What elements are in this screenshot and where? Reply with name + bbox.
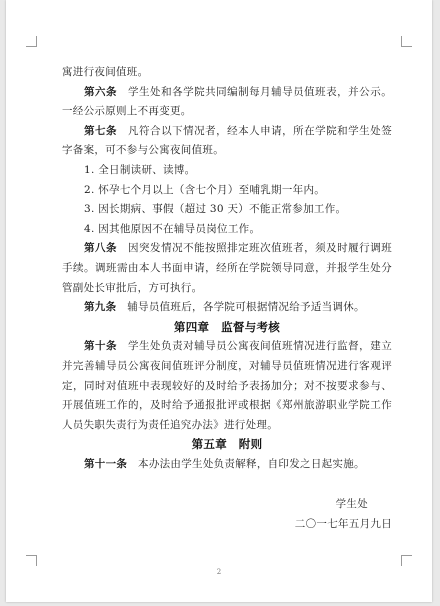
article-10 [62,337,392,435]
document-page [6,0,432,602]
article-text: 凡符合以下情况者，经本人申请，所在学院和学生处签字备案，可不参与公寓夜间值班。 [62,124,392,157]
article-11 [62,455,392,475]
article-6 [62,83,392,122]
margin-corner-mark [26,555,37,566]
article-label: 第六条 [84,85,118,98]
chapter-heading: 第四章 监督与考核 [173,319,281,334]
article-label: 第十条 [84,340,118,353]
list-item: 1. 全日制读研、读博。 [84,163,196,176]
article-text: 学生处负责对辅导员公寓夜间值班情况进行监督，建立并完善辅导员公寓夜间值班评分制度，对辅导员值班情况进行客观评定，同时对值班中表现较好的及时给予表扬加分；对不按要求参与、开展值班工作的，及时给予通报批评或根据《郑州旅游职业学院工作人员失职失责行为责任追究办法》进行处理。 [62,340,392,431]
article-label: 第八条 [84,242,118,255]
paragraph-continuation: 寓进行夜间值班。 [62,66,149,78]
list-item: 4. 因其他原因不在辅导员岗位工作。 [84,222,261,235]
article-9 [62,298,392,318]
signature-date: 二〇一七年五月九日 [294,518,392,531]
margin-corner-mark [26,36,37,47]
article-label: 第九条 [84,301,117,314]
page-number: 2 [216,568,222,576]
article-label: 第七条 [84,124,118,137]
article-7 [62,122,392,161]
chapter-heading: 第五章 附则 [191,437,263,452]
article-text: 本办法由学生处负责解释，自印发之日起实施。 [138,457,365,470]
margin-corner-mark [401,555,412,566]
list-item: 2. 怀孕七个月以上（含七个月）至哺乳期一年内。 [84,183,326,196]
signature-office: 学生处 [335,498,368,511]
article-text: 辅导员值班后，各学院可根据情况给予适当调休。 [127,301,365,314]
margin-corner-mark [401,36,412,47]
article-text: 因突发情况不能按照排定班次值班者，须及时履行调班手续。调班需由本人书面申请，经所在学院领导同意，并报学生处分管副处长审批后，方可执行。 [62,242,392,294]
list-item: 3. 因长期病、事假（超过 30 天）不能正常参加工作。 [84,203,347,216]
article-label: 第十一条 [84,457,128,470]
article-8 [62,239,392,298]
document-body [62,63,392,535]
article-text: 学生处和各学院共同编制每月辅导员值班表，并公示。一经公示原则上不再变更。 [62,85,392,118]
